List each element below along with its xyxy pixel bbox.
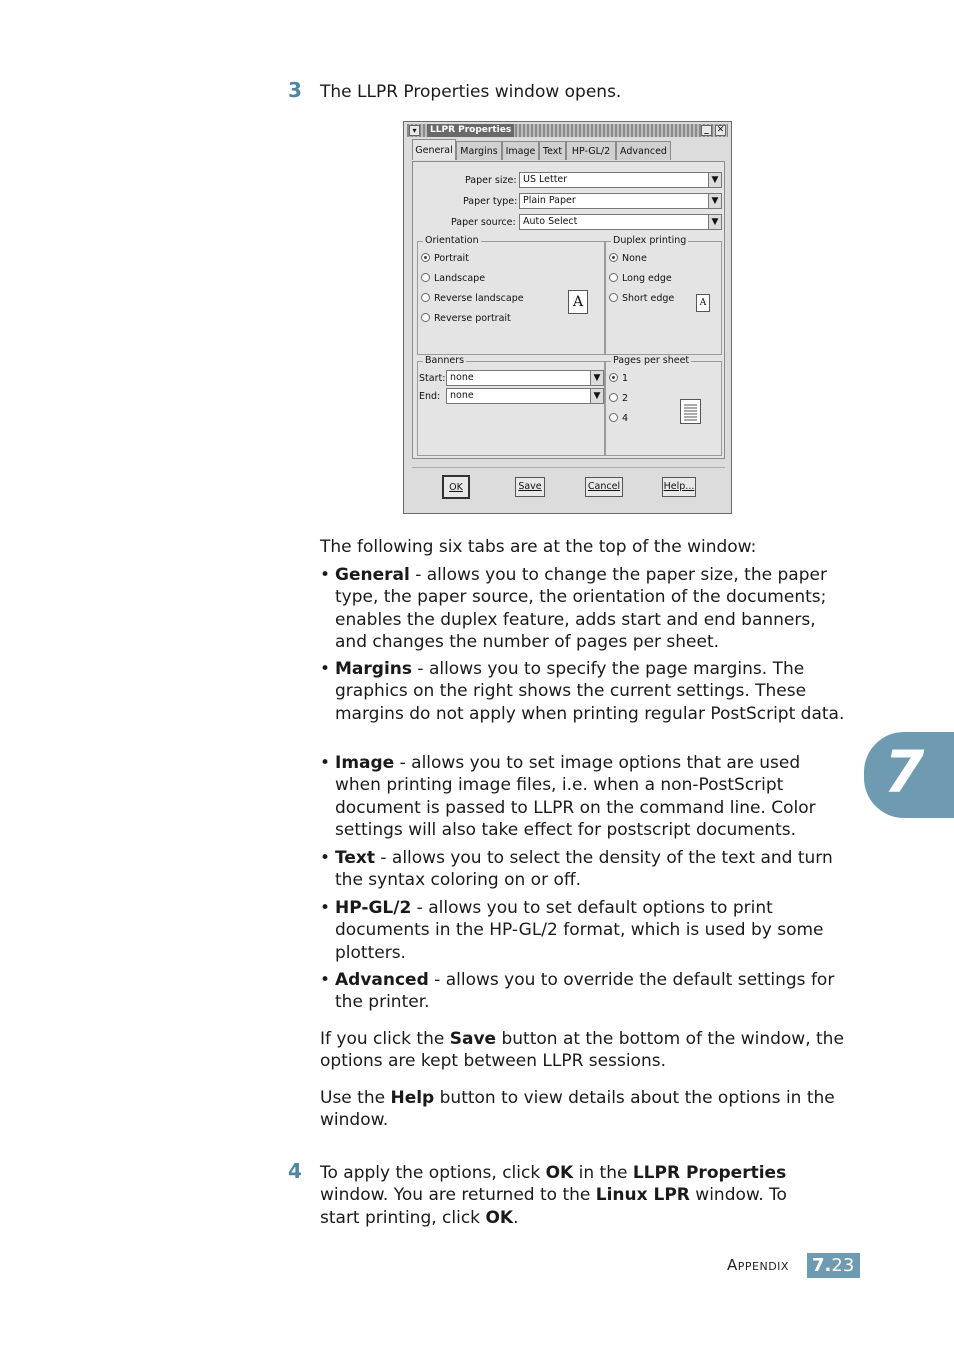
bullet-text: - allows you to set default options to print documents in the HP-GL/2 format, which is used by some plotters. [335,898,824,963]
tab-advanced[interactable]: Advanced [616,141,671,160]
bullet-term: Image [335,753,395,773]
bullet-image: • Image - allows you to set image options that are used when printing image files, i.e. when a non-PostScript document is passed to LLPR on the command line. Color settings will also take effect for postscript documents. [320,753,816,840]
radio-reverse-landscape[interactable]: Reverse landscape [421,293,524,305]
tab-margins[interactable]: Margins [456,141,502,160]
chevron-down-icon[interactable]: ▼ [590,388,604,404]
radio-duplex-none[interactable]: None [609,253,647,265]
bullet-term: Margins [335,659,412,679]
radio-icon [609,293,618,302]
bullet-text: - allows you to change the paper size, the paper type, the paper source, the orientation of the documents; enables the duplex feature, adds start and end banners, and changes the number of pages per sheet. [335,565,827,652]
paper-type-label: Paper type: [463,196,518,207]
paper-size-value: US Letter [523,174,568,185]
bullet-term: HP-GL/2 [335,898,412,918]
radio-icon [421,293,430,302]
radio-long-edge[interactable]: Long edge [609,273,672,285]
radio-selected-icon [609,253,618,262]
bullet-general: • General - allows you to change the paper size, the paper type, the paper source, the orientation of the documents; enables the duplex feature, adds start and end banners, and changes the number of pages per sheet. [320,565,827,652]
chevron-down-icon[interactable]: ▼ [708,193,722,209]
bullet-term: Text [335,848,375,868]
paper-type-select[interactable] [519,193,722,209]
radio-portrait[interactable]: Portrait [421,253,469,265]
paper-source-select[interactable] [519,214,722,230]
chevron-down-icon[interactable]: ▼ [590,370,604,386]
bullet-text: - allows you to specify the page margins. The graphics on the right shows the current settings. These margins do not apply when printing regular PostScript data. [335,659,845,724]
page-layout-icon [680,399,702,425]
radio-icon [609,273,618,282]
radio-pages-1[interactable]: 1 [609,373,628,385]
window-menu-icon[interactable]: ▾ [409,125,420,136]
paper-size-select[interactable] [519,172,722,188]
help-note: Use the Help button to view details about the options in the window. [320,1088,835,1131]
step-3-text: The LLPR Properties window opens. [320,82,622,102]
pages-per-sheet-group [605,355,722,456]
chevron-down-icon[interactable]: ▼ [708,172,722,188]
radio-icon [421,313,430,322]
bullet-term: General [335,565,410,585]
banner-end-label: End: [419,391,441,402]
radio-reverse-portrait[interactable]: Reverse portrait [421,313,511,325]
paper-size-label: Paper size: [465,175,517,186]
orientation-preview-icon: A [568,290,588,314]
banner-start-value: none [450,372,474,383]
banner-start-select[interactable] [446,370,604,386]
general-panel [412,161,725,459]
radio-icon [609,413,618,422]
close-icon[interactable]: ✕ [716,125,725,135]
step-number-3: 3 [288,78,302,102]
bullet-advanced: • Advanced - allows you to override the default settings for the printer. [320,970,835,1013]
chapter-number: 7 [884,738,925,806]
orientation-title: Orientation [425,235,479,246]
bullet-term: Advanced [335,970,429,990]
bullet-margins: • Margins - allows you to specify the page margins. The graphics on the right shows the current settings. These margins do not apply when printing regular PostScript data. [320,659,845,724]
bullet-text: • Text - allows you to select the density of the text and turn the syntax coloring on or off. [320,848,833,891]
dialog-title: LLPR Properties [427,124,514,137]
bullet-text: - allows you to select the density of the text and turn the syntax coloring on or off. [335,848,833,891]
duplex-group [605,235,722,355]
radio-short-edge[interactable]: Short edge [609,293,674,305]
banner-end-value: none [450,390,474,401]
dialog-titlebar [407,124,728,137]
radio-pages-2[interactable]: 2 [609,393,628,405]
tabs-intro: The following six tabs are at the top of the window: [320,537,757,557]
save-button[interactable]: Save [515,477,545,497]
radio-pages-4[interactable]: 4 [609,413,628,425]
bullet-text: - allows you to set image options that are used when printing image files, i.e. when a non-PostScript document is passed to LLPR on the command line. Color settings will also take effect for postscript documents. [335,753,816,840]
paper-source-value: Auto Select [523,216,578,227]
tab-general[interactable]: General [412,139,456,160]
banners-group [417,355,605,456]
chevron-down-icon[interactable]: ▼ [708,214,722,230]
banner-start-label: Start: [419,373,446,384]
pages-per-sheet-title: Pages per sheet [613,355,690,366]
dialog-button-row [412,467,725,508]
step-number-4: 4 [288,1159,302,1183]
radio-selected-icon [421,253,430,262]
tab-text[interactable]: Text [539,141,566,160]
duplex-title: Duplex printing [613,235,687,246]
orientation-group [417,235,605,355]
help-button[interactable]: Help... [662,477,696,497]
radio-icon [421,273,430,282]
minimize-icon[interactable]: _ [701,125,712,136]
bullet-hpgl2: • HP-GL/2 - allows you to set default options to print documents in the HP-GL/2 format, which is used by some plotters. [320,898,824,963]
ok-button[interactable]: OK [442,475,470,499]
tab-image[interactable]: Image [502,141,539,160]
step-4-text: To apply the options, click OK in the LLPR Properties window. You are returned to the Linux LPR window. To start printing, click OK. [320,1163,787,1228]
tab-hpgl2[interactable]: HP-GL/2 [566,141,616,160]
banners-title: Banners [425,355,465,366]
page-number-badge: 7.23 [807,1253,860,1278]
radio-landscape[interactable]: Landscape [421,273,485,285]
banner-end-select[interactable] [446,388,604,404]
bullet-text: - allows you to override the default settings for the printer. [335,970,835,1013]
radio-selected-icon [609,373,618,382]
radio-icon [609,393,618,402]
footer-section-label: APPENDIX [727,1256,789,1274]
duplex-preview-icon: A [696,294,710,312]
llpr-properties-dialog [403,121,732,514]
cancel-button[interactable]: Cancel [585,477,623,497]
paper-type-value: Plain Paper [523,195,576,206]
chapter-tab [864,732,954,818]
save-note: If you click the Save button at the bottom of the window, the options are kept between LLPR sessions. [320,1029,844,1072]
paper-source-label: Paper source: [451,217,516,228]
